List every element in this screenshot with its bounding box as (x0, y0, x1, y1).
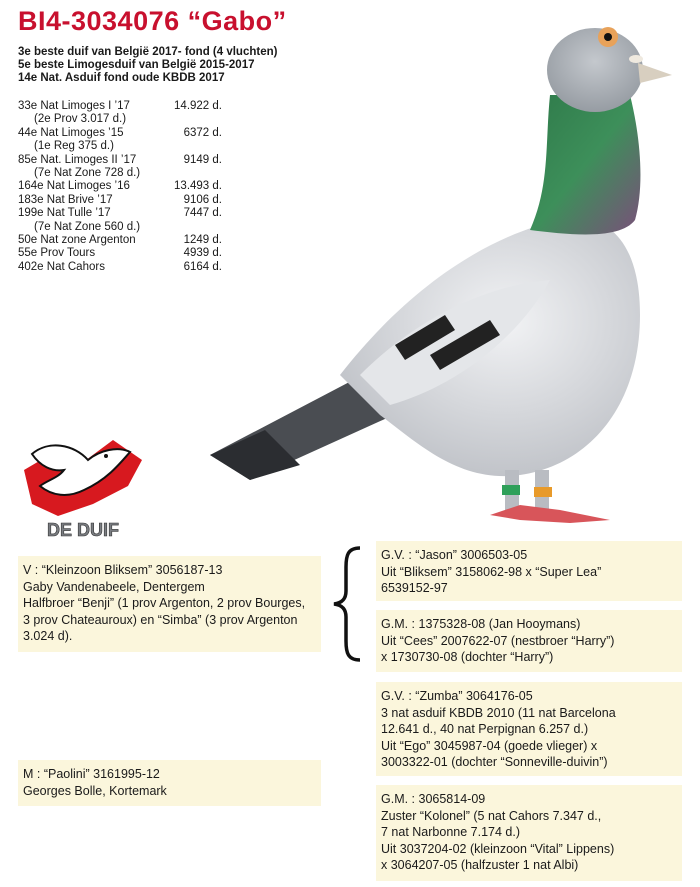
grandmother-father-box (376, 610, 682, 672)
mother-line: Georges Bolle, Kortemark (23, 783, 167, 798)
result-sub: (7e Nat Zone 560 d.) (34, 220, 141, 233)
gm-mother-line: x 3064207-05 (halfzuster 1 nat Albi) (381, 858, 579, 872)
result-race: 33e Nat Limoges I ’17 (18, 100, 130, 112)
highlight-line: 14e Nat. Asduif fond oude KBDB 2017 (18, 72, 225, 84)
result-race: 55e Prov Tours (18, 247, 96, 260)
gm-mother-line: G.M. : 3065814-09 (381, 792, 486, 806)
gv-mother-line: 12.641 d., 40 nat Perpignan 6.257 d.) (381, 722, 589, 736)
gv-mother-line: G.V. : “Zumba” 3064176-05 (381, 689, 533, 703)
result-race: 199e Nat Tulle ’17 (18, 207, 111, 220)
result-count: 14.922 d. (174, 100, 222, 112)
grandmother-mother-box (376, 785, 682, 881)
result-count: 4939 d. (183, 247, 222, 260)
result-sub: (2e Prov 3.017 d.) (34, 113, 127, 126)
father-line: 3 prov Chateauroux) en “Simba” (3 prov Argenton (23, 612, 298, 627)
gm-father-line: G.M. : 1375328-08 (Jan Hooymans) (381, 617, 581, 631)
gv-father-line: 6539152-97 (381, 581, 448, 595)
result-count: 6372 d. (183, 126, 222, 139)
gm-father-line: x 1730730-08 (dochter “Harry”) (381, 650, 554, 664)
de-duif-logo (18, 420, 148, 542)
page-title: BI4-3034076 “Gabo” (18, 6, 287, 36)
result-race: 44e Nat Limoges ’15 (18, 126, 124, 139)
father-line: Gaby Vandenabeele, Dentergem (23, 579, 205, 594)
logo-text: DE DUIF (47, 520, 119, 540)
pedigree-brace (330, 545, 366, 663)
result-race: 85e Nat. Limoges II ’17 (18, 153, 137, 166)
result-sub: (7e Nat Zone 728 d.) (34, 167, 141, 180)
result-count: 1249 d. (183, 234, 222, 247)
highlight-line: 3e beste duif van België 2017- fond (4 vluchten) (18, 46, 278, 58)
result-count: 6164 d. (183, 260, 222, 273)
mother-box (18, 760, 321, 806)
result-sub: (1e Reg 375 d.) (34, 140, 114, 153)
gm-father-line: Uit “Cees” 2007622-07 (nestbroer “Harry”) (381, 633, 615, 648)
father-line: V : “Kleinzoon Bliksem” 3056187-13 (23, 563, 223, 577)
result-count: 13.493 d. (174, 180, 222, 193)
result-race: 164e Nat Limoges ’16 (18, 180, 130, 193)
highlight-line: 5e beste Limogesduif van België 2015-2017 (18, 59, 255, 71)
father-line: 3.024 d). (23, 629, 73, 643)
mother-line: M : “Paolini” 3161995-12 (23, 767, 160, 781)
pigeon-image (190, 15, 690, 535)
grandfather-father-box (376, 541, 682, 601)
father-box (18, 556, 321, 652)
gv-mother-line: 3003322-01 (dochter “Sonneville-duivin”) (381, 755, 608, 769)
result-count: 9149 d. (183, 153, 222, 166)
grandfather-mother-box (376, 682, 682, 776)
gv-father-line: G.V. : “Jason” 3006503-05 (381, 548, 528, 562)
result-count: 7447 d. (183, 207, 222, 220)
gm-mother-line: 7 nat Narbonne 7.174 d.) (381, 825, 520, 839)
gv-father-line: Uit “Bliksem” 3158062-98 x “Super Lea” (381, 564, 602, 579)
result-race: 50e Nat zone Argenton (18, 234, 136, 247)
result-count: 9106 d. (183, 193, 222, 206)
gv-mother-line: 3 nat asduif KBDB 2010 (11 nat Barcelona (381, 705, 616, 720)
result-race: 183e Nat Brive ’17 (18, 193, 113, 206)
gv-mother-line: Uit “Ego” 3045987-04 (goede vlieger) x (381, 738, 598, 753)
gm-mother-line: Uit 3037204-02 (kleinzoon “Vital” Lippens) (381, 841, 615, 856)
result-race: 402e Nat Cahors (18, 260, 105, 273)
gm-mother-line: Zuster “Kolonel” (5 nat Cahors 7.347 d., (381, 808, 602, 823)
father-line: Halfbroer “Benji” (1 prov Argenton, 2 prov Bourges, (23, 596, 306, 610)
